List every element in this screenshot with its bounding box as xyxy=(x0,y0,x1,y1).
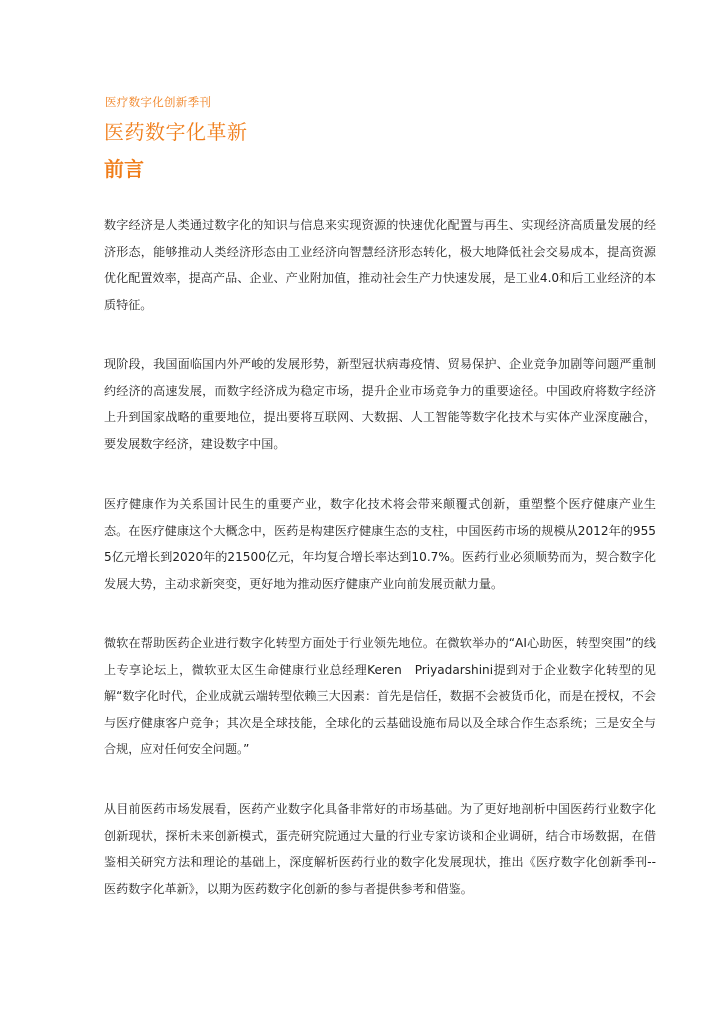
paragraph-5: 从目前医药市场发展看，医药产业数字化具备非常好的市场基础。为了更好地剖析中国医药行业数字化创新现状，探析未来创新模式，蛋壳研究院通过大量的行业专家访谈和企业调研，结合市场数据，在借鉴相关研究方法和理论的基础上，深度解析医药行业的数字化发展现状，推出《医疗数字化创新季刊--医药数字化革新》，以期为医药数字化创新的参与者提供参考和借鉴。 xyxy=(104,802,656,896)
section-heading: 前言 xyxy=(104,157,144,181)
paragraph-3: 医疗健康作为关系国计民生的重要产业，数字化技术将会带来颠覆式创新，重塑整个医疗健康产业生态。在医疗健康这个大概念中，医药是构建医疗健康生态的支柱，中国医药市场的规模从2012年的9555亿元增长到2020年的21500亿元，年均复合增长率达到10.7%。医药行业必须顺势而为，契合数字化发展大势，主动求新突变，更好地为推动医疗健康产业向前发展贡献力量。 xyxy=(104,497,656,591)
paragraph-1: 数字经济是人类通过数字化的知识与信息来实现资源的快速优化配置与再生、实现经济高质量发展的经济形态，能够推动人类经济形态由工业经济向智慧经济形态转化，极大地降低社会交易成本，提高资源优化配置效率，提高产品、企业、产业附加值，推动社会生产力快速发展，是工业4.0和后工业经济的本质特征。 xyxy=(104,218,656,312)
series-label: 医疗数字化创新季刊 xyxy=(105,95,212,109)
document-title: 医药数字化革新 xyxy=(104,120,248,144)
paragraph-2: 现阶段，我国面临国内外严峻的发展形势，新型冠状病毒疫情、贸易保护、企业竞争加剧等问题严重制约经济的高速发展，而数字经济成为稳定市场，提升企业市场竞争力的重要途径。中国政府将数字经济上升到国家战略的重要地位，提出要将互联网、大数据、人工智能等数字化技术与实体产业深度融合，要发展数字经济，建设数字中国。 xyxy=(104,357,656,451)
paragraph-4: 微软在帮助医药企业进行数字化转型方面处于行业领先地位。在微软举办的“AI心助医，转型突围”的线上专享论坛上，微软亚太区生命健康行业总经理Keren Priyadarshini提到对于企业数字化转型的见解“数字化时代，企业成就云端转型依赖三大因素：首先是信任，数据不会被货币化，而是在授权，不会与医疗健康客户竞争；其次是全球技能，全球化的云基础设施布局以及全球合作生态系统；三是安全与合规，应对任何安全问题。” xyxy=(104,636,656,756)
